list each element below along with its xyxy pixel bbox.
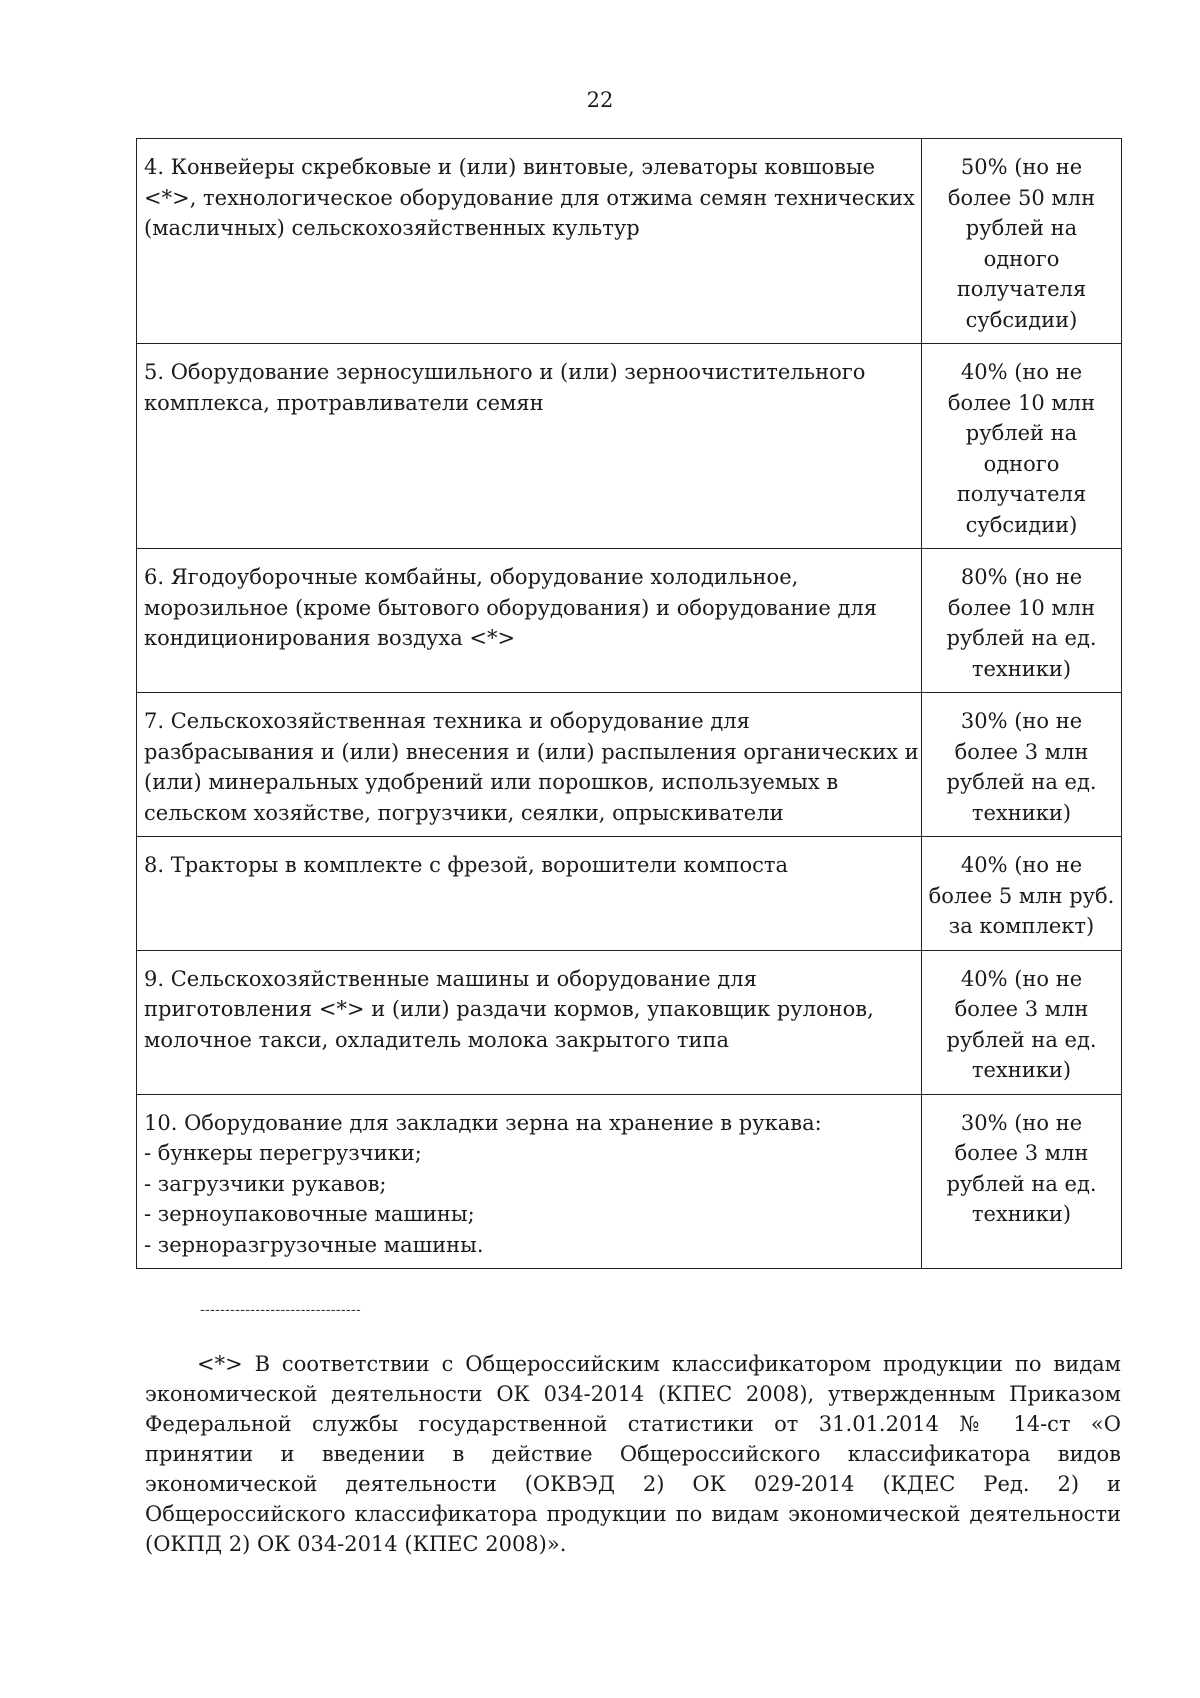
- rate-line: получателя: [956, 277, 1087, 301]
- footnote-line: Общероссийского классификатора продукции по видам экономической деятельности: [145, 1502, 1121, 1526]
- rate-line: получателя: [956, 482, 1087, 506]
- rate-line: более 3 млн: [954, 997, 1089, 1021]
- rate-line: субсидии): [965, 307, 1078, 332]
- description-line: <*>, технологическое оборудование для отжима семян технических: [144, 185, 915, 210]
- rate-line: более 3 млн: [954, 1141, 1089, 1165]
- equipment-description-cell: [137, 1094, 922, 1269]
- description-line: - бункеры перегрузчики;: [144, 1141, 422, 1165]
- equipment-description-cell: [137, 549, 922, 693]
- rate-line: 80% (но не: [960, 565, 1083, 589]
- rate-line: рублей на ед.: [946, 1027, 1097, 1052]
- rate-line: более 3 млн: [954, 739, 1089, 764]
- equipment-description-cell: [137, 139, 922, 344]
- table-row: [137, 950, 1122, 1094]
- footnote-separator: --------------------------------: [200, 1303, 361, 1317]
- table-row: [137, 344, 1122, 549]
- rate-line: субсидии): [965, 512, 1078, 537]
- description-line: 5. Оборудование зерносушильного и (или) зерноочистительного: [144, 360, 866, 384]
- subsidy-rate-cell: [922, 1094, 1122, 1269]
- description-line: - зерноупаковочные машины;: [144, 1202, 475, 1226]
- equipment-description-cell: [137, 344, 922, 549]
- footnote-line: экономической деятельности (ОКВЭД 2) ОК 029-2014 (КДЕС Ред. 2) и: [145, 1472, 1121, 1496]
- rate-line: более 10 млн: [947, 390, 1096, 415]
- page-number: 22: [586, 88, 614, 112]
- rate-line: 40% (но не: [960, 853, 1083, 877]
- description-line: сельском хозяйстве, погрузчики, сеялки, опрыскиватели: [144, 800, 784, 825]
- rate-line: 40% (но не: [960, 360, 1083, 384]
- footnote: [145, 1349, 1121, 1559]
- equipment-description-cell: [137, 693, 922, 837]
- rate-line: техники): [971, 800, 1072, 825]
- rate-line: рублей на ед.: [946, 770, 1097, 794]
- equipment-description-cell: [137, 837, 922, 951]
- equipment-description-cell: [137, 950, 922, 1094]
- subsidy-rate-cell: [922, 549, 1122, 693]
- rate-line: более 5 млн руб.: [928, 883, 1115, 908]
- description-line: 9. Сельскохозяйственные машины и оборудование для: [144, 966, 757, 991]
- description-line: приготовления <*> и (или) раздачи кормов, упаковщик рулонов,: [144, 997, 874, 1021]
- subsidy-rate-cell: [922, 693, 1122, 837]
- table-row: [137, 693, 1122, 837]
- rate-line: более 10 млн: [947, 595, 1096, 620]
- footnote-line: <*> В соответствии с Общероссийским классификатором продукции по видам: [197, 1352, 1121, 1376]
- rate-line: одного: [983, 451, 1060, 476]
- description-line: разбрасывания и (или) внесения и (или) распыления органических и: [144, 739, 919, 764]
- table-row: [137, 1094, 1122, 1269]
- rate-line: одного: [983, 246, 1060, 271]
- rate-line: 30% (но не: [960, 709, 1083, 733]
- description-line: 6. Ягодоуборочные комбайны, оборудование холодильное,: [144, 565, 799, 589]
- subsidy-rate-cell: [922, 344, 1122, 549]
- description-line: кондиционирования воздуха <*>: [144, 626, 516, 650]
- rate-line: рублей на ед.: [946, 1171, 1097, 1196]
- table-row: [137, 139, 1122, 344]
- description-line: 8. Тракторы в комплекте с фрезой, ворошители компоста: [144, 853, 789, 877]
- rate-line: более 50 млн: [947, 185, 1096, 210]
- rate-line: рублей на: [965, 216, 1078, 240]
- description-line: (масличных) сельскохозяйственных культур: [144, 216, 640, 240]
- table-row: [137, 837, 1122, 951]
- description-line: - зерноразгрузочные машины.: [144, 1232, 484, 1257]
- description-line: 4. Конвейеры скребковые и (или) винтовые, элеваторы ковшовые: [144, 155, 876, 179]
- rate-line: 50% (но не: [960, 155, 1083, 179]
- footnote-line: Федеральной службы государственной статистики от 31.01.2014 № 14-ст «О: [145, 1412, 1121, 1436]
- footnote-line: принятии и введении в действие Общероссийского классификатора видов: [145, 1442, 1121, 1466]
- description-line: 7. Сельскохозяйственная техника и оборудование для: [144, 709, 750, 733]
- rate-line: техники): [971, 1202, 1072, 1226]
- rate-line: техники): [971, 656, 1072, 681]
- rate-line: за комплект): [948, 914, 1095, 938]
- description-line: 10. Оборудование для закладки зерна на хранение в рукава:: [144, 1110, 822, 1135]
- rate-line: рублей на: [965, 421, 1078, 445]
- description-line: - загрузчики рукавов;: [144, 1171, 387, 1196]
- subsidy-rate-cell: [922, 837, 1122, 951]
- rate-line: техники): [971, 1058, 1072, 1082]
- subsidy-equipment-table: [136, 138, 1122, 1269]
- description-line: комплекса, протравливатели семян: [144, 390, 544, 415]
- footnote-line: экономической деятельности ОК 034-2014 (КПЕС 2008), утвержденным Приказом: [145, 1382, 1121, 1406]
- subsidy-rate-cell: [922, 950, 1122, 1094]
- description-line: (или) минеральных удобрений или порошков, используемых в: [144, 770, 839, 794]
- rate-line: рублей на ед.: [946, 626, 1097, 650]
- description-line: морозильное (кроме бытового оборудования) и оборудование для: [144, 595, 877, 620]
- footnote-line: (ОКПД 2) ОК 034-2014 (КПЕС 2008)».: [145, 1532, 567, 1556]
- table-row: [137, 549, 1122, 693]
- subsidy-rate-cell: [922, 139, 1122, 344]
- rate-line: 30% (но не: [960, 1110, 1083, 1135]
- description-line: молочное такси, охладитель молока закрытого типа: [144, 1027, 729, 1052]
- rate-line: 40% (но не: [960, 966, 1083, 991]
